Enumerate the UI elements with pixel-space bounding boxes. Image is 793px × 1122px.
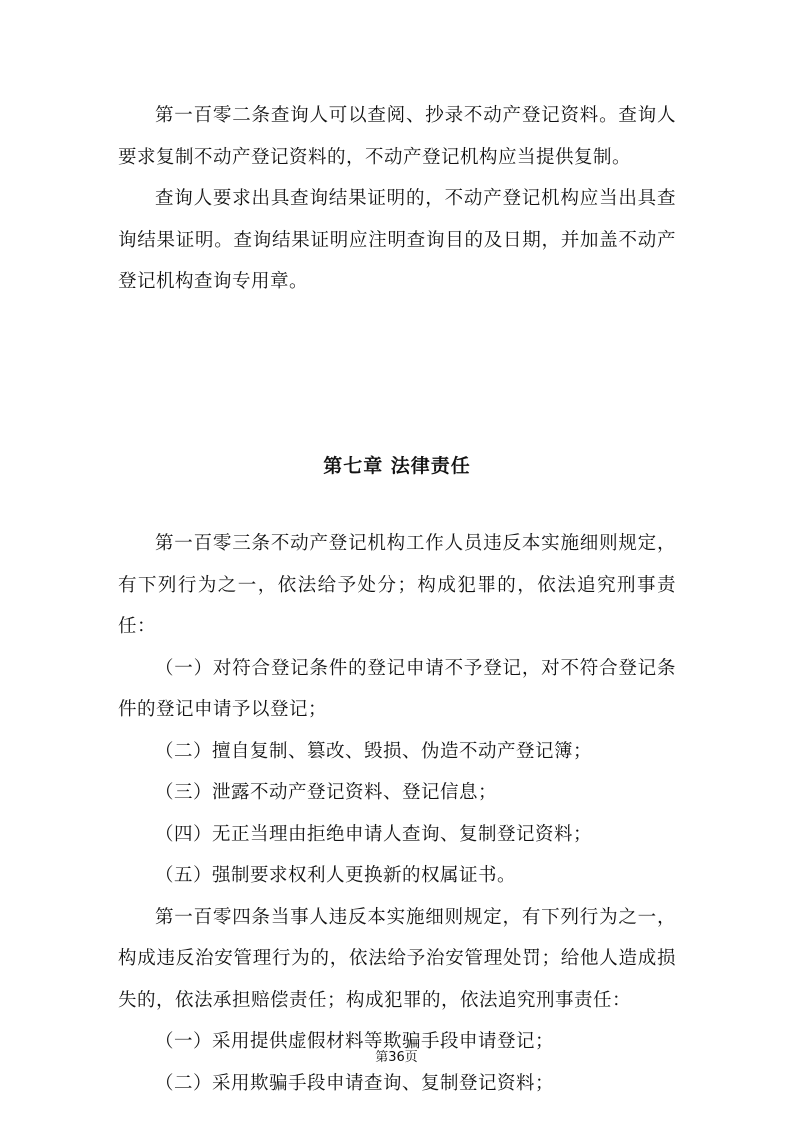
paragraph-article-102: 第一百零二条查询人可以查阅、抄录不动产登记资料。查询人要求复制不动产登记资料的，不动产登记机构应当提供复制。 [118, 105, 676, 168]
section-legal-liability [118, 523, 676, 1104]
list-item-103-5: （五）强制要求权利人更换新的权属证书。 [155, 865, 517, 886]
list-item-103-1: （一）对符合登记条件的登记申请不予登记，对不符合登记条件的登记申请予以登记； [118, 657, 676, 720]
list-item-103-2: （二）擅自复制、篡改、毁损、伪造不动产登记簿； [155, 740, 593, 762]
list-item-104-1: （一）采用提供虚假材料等欺骗手段申请登记； [155, 1031, 555, 1052]
list-item-103-4: （四）无正当理由拒绝申请人查询、复制登记资料； [155, 823, 593, 845]
paragraph-article-104: 第一百零四条当事人违反本实施细则规定，有下列行为之一，构成违反治安管理行为的，依法给予治安管理处罚；给他人造成损失的，依法承担赔偿责任；构成犯罪的，依法追究刑事责任： [118, 906, 676, 1011]
page-number: 第36页 [375, 1050, 418, 1065]
paragraph-article-103: 第一百零三条不动产登记机构工作人员违反本实施细则规定，有下列行为之一，依法给予处分；构成犯罪的，依法追究刑事责任： [118, 533, 676, 637]
chapter-title: 第七章 法律责任 [323, 455, 471, 477]
section-before-chapter [118, 95, 676, 303]
list-item-103-3: （三）泄露不动产登记资料、登记信息； [155, 782, 498, 803]
list-item-104-2: （二）采用欺骗手段申请查询、复制登记资料； [155, 1072, 555, 1094]
paragraph-query-certificate: 查询人要求出具查询结果证明的，不动产登记机构应当出具查询结果证明。查询结果证明应注明查询目的及日期，并加盖不动产登记机构查询专用章。 [118, 188, 676, 292]
